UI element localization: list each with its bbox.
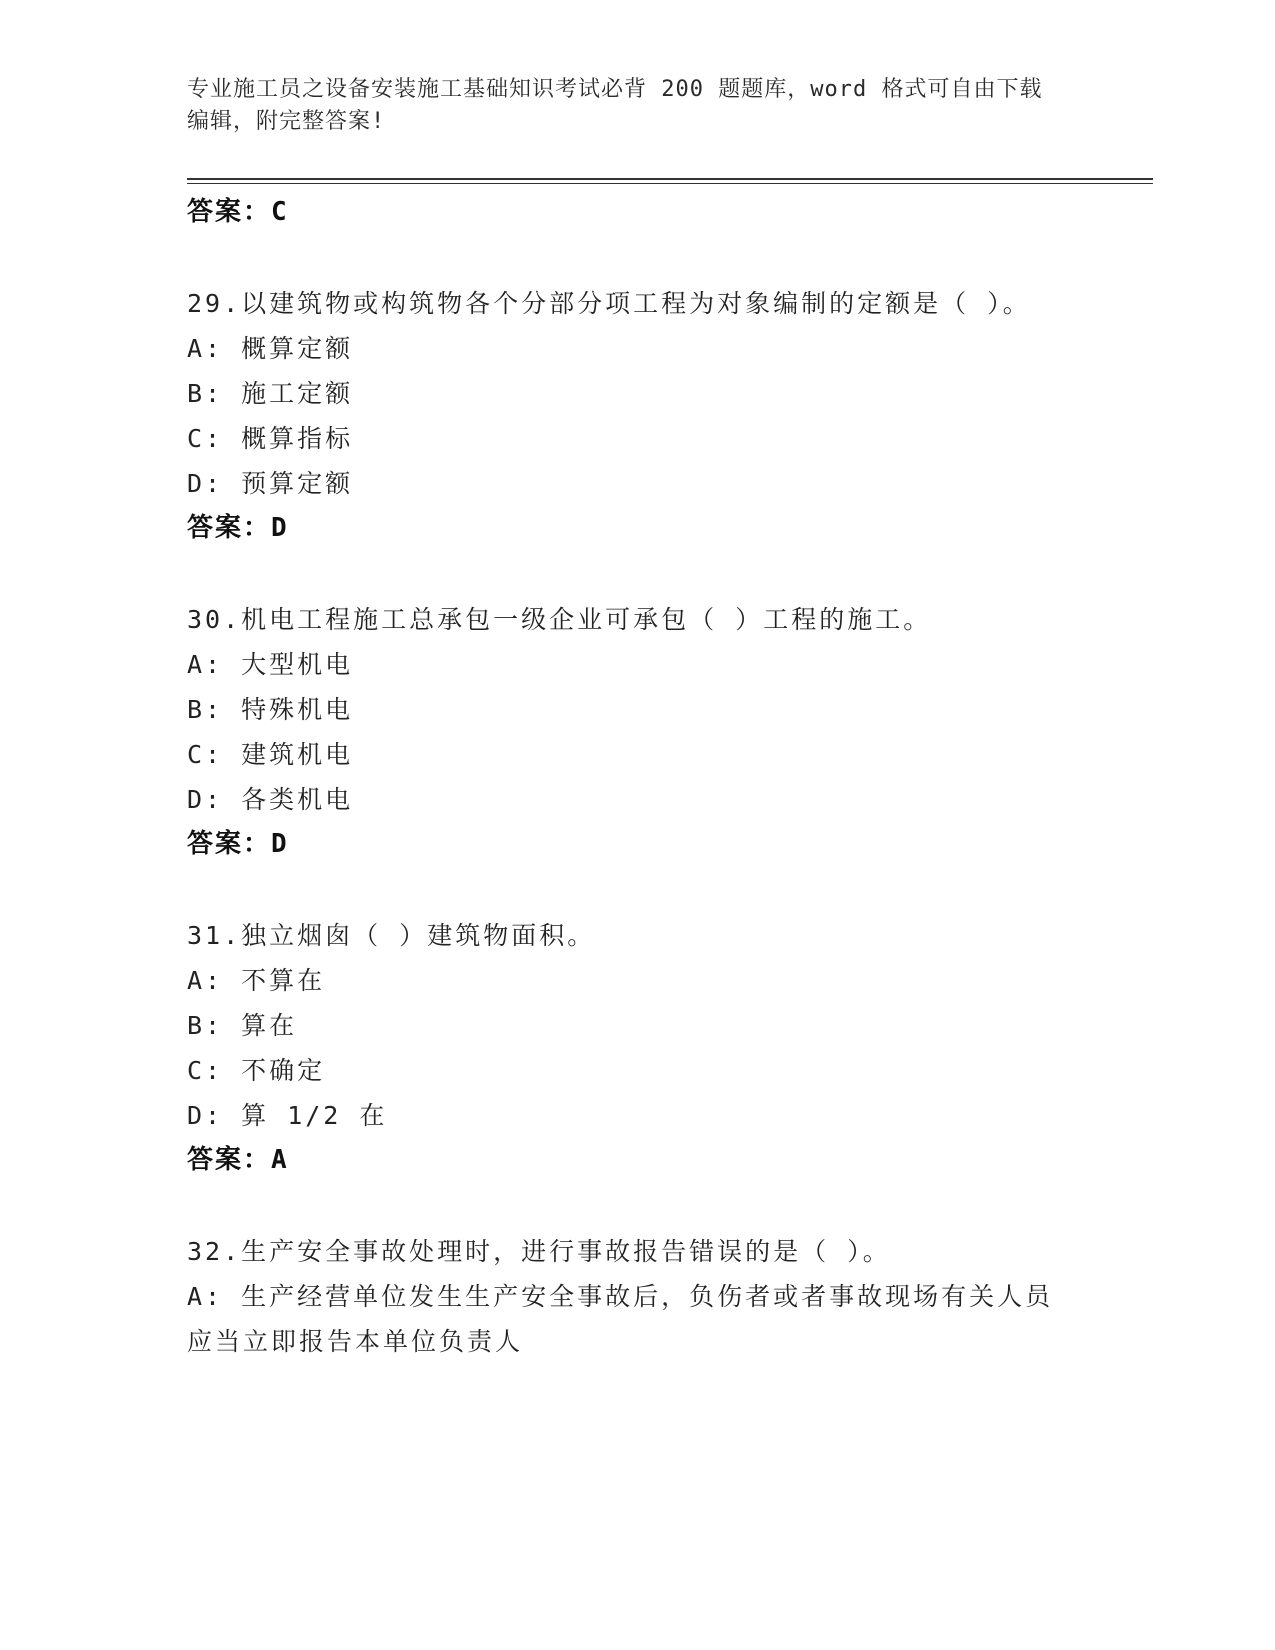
question-stem: 29.以建筑物或构筑物各个分部分项工程为对象编制的定额是（ ）。: [187, 289, 1031, 318]
option-c: C: 建筑机电: [187, 740, 354, 769]
question-list: [187, 190, 1087, 1364]
option-a: A: 不算在: [187, 966, 326, 995]
option-d: D: 算 1/2 在: [187, 1101, 388, 1130]
question-31: [187, 913, 1087, 1183]
header-divider-thick: [187, 178, 1153, 180]
option-c: C: 不确定: [187, 1056, 326, 1085]
answer: 答案：A: [187, 1145, 289, 1175]
spacer: [187, 1183, 1087, 1229]
document-header: [187, 74, 1087, 138]
option-b: B: 特殊机电: [187, 695, 354, 724]
header-line-1: 专业施工员之设备安装施工基础知识考试必背 200 题题库，word 格式可自由下载: [187, 77, 1043, 102]
question-stem: 30.机电工程施工总承包一级企业可承包（ ）工程的施工。: [187, 605, 932, 634]
option-b: B: 算在: [187, 1011, 298, 1040]
option-c: C: 概算指标: [187, 424, 354, 453]
header-divider-thin: [187, 183, 1153, 184]
previous-answer: 答案：C: [187, 197, 289, 227]
spacer: [187, 551, 1087, 597]
question-30: [187, 597, 1087, 867]
header-line-2: 编辑，附完整答案!: [187, 109, 386, 134]
spacer: [187, 235, 1087, 281]
option-d: D: 各类机电: [187, 785, 354, 814]
option-b: B: 施工定额: [187, 379, 354, 408]
option-d: D: 预算定额: [187, 469, 354, 498]
question-29: [187, 281, 1087, 551]
option-a: A: 大型机电: [187, 650, 354, 679]
question-stem: 31.独立烟囱（ ）建筑物面积。: [187, 921, 596, 950]
option-a: A: 生产经营单位发生生产安全事故后，负伤者或者事故现场有关人员应当立即报告本单位负责人: [187, 1282, 1054, 1356]
answer: 答案：D: [187, 513, 289, 543]
question-32: [187, 1229, 1087, 1364]
answer: 答案：D: [187, 829, 289, 859]
question-stem: 32.生产安全事故处理时，进行事故报告错误的是（ ）。: [187, 1237, 891, 1266]
spacer: [187, 867, 1087, 913]
option-a: A: 概算定额: [187, 334, 354, 363]
